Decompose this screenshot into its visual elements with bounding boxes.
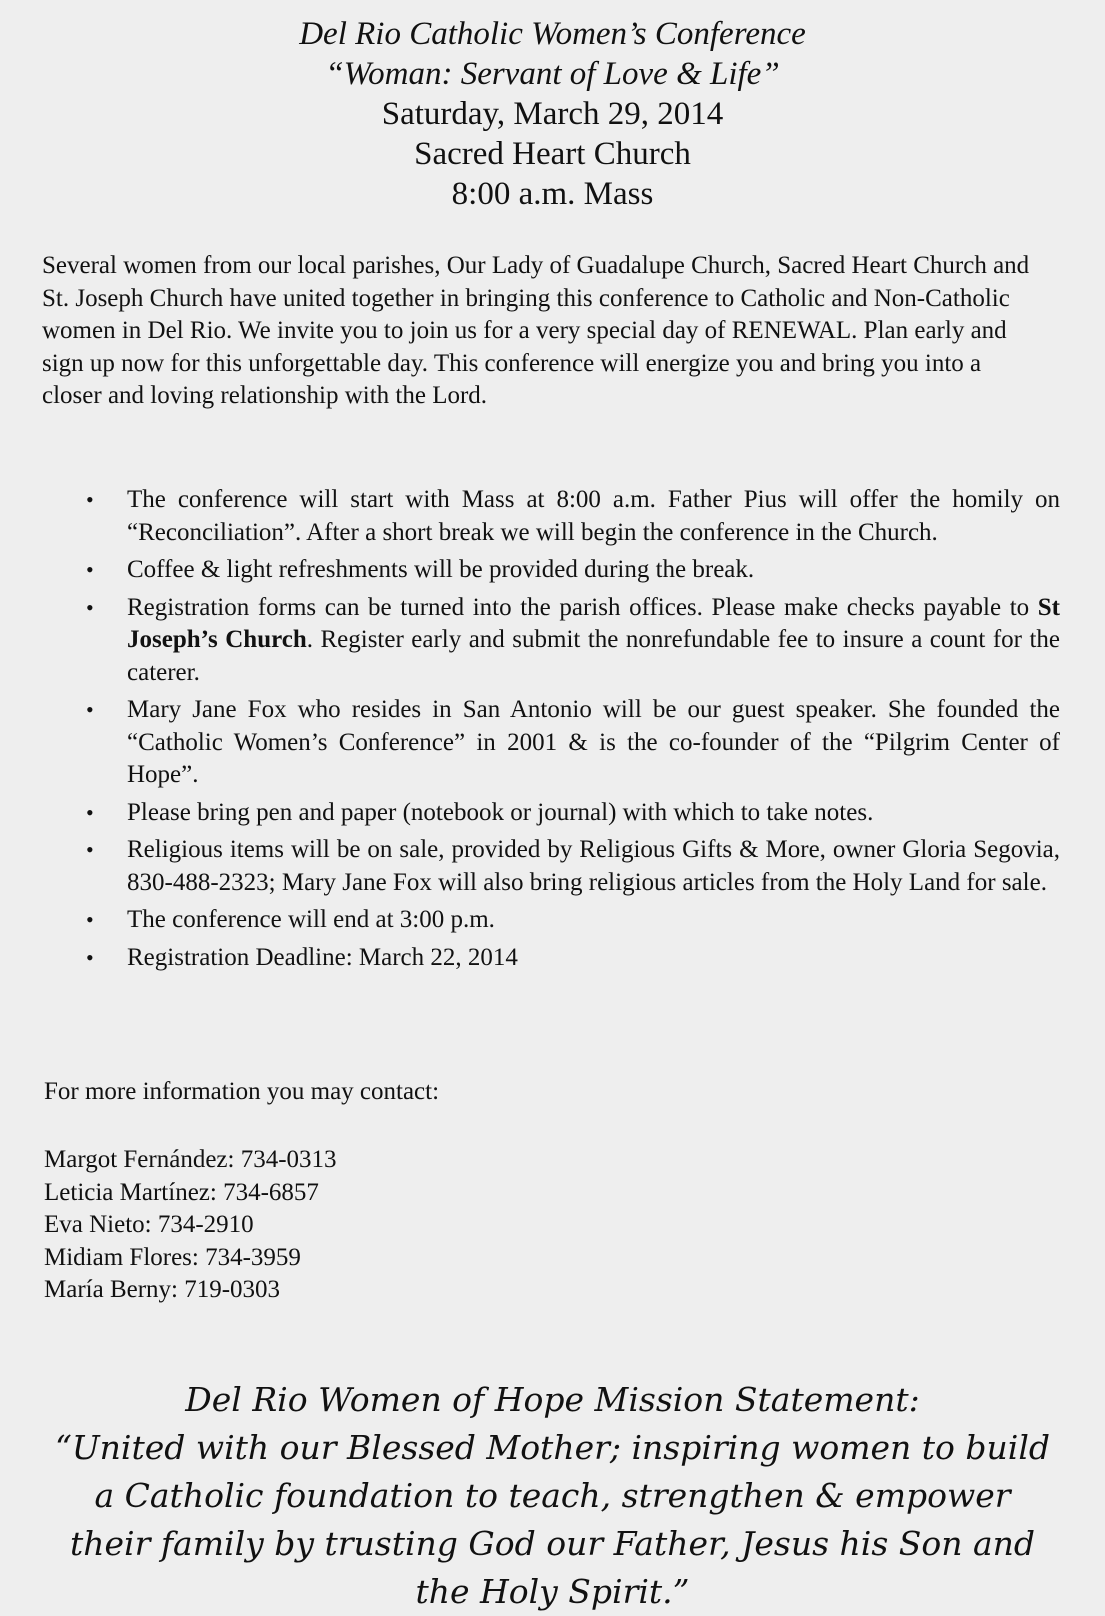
bullet-icon: • [86,837,94,862]
conference-theme: “Woman: Servant of Love & Life” [325,56,780,92]
conference-mass-time: 8:00 a.m. Mass [451,176,654,212]
list-item-religious-items [80,834,1060,899]
contact-item: Eva Nieto: 734-2910 [44,1211,254,1238]
bullet-icon: • [86,944,94,970]
contact-intro: For more information you may contact: [44,1078,440,1105]
list-item-speaker [80,694,1060,792]
list-item-mass [80,484,1060,549]
list-item-text: Registration Deadline: March 22, 2014 [127,943,518,971]
bullet-icon: • [86,697,94,722]
details-list [80,484,1060,979]
list-item-text: The conference will start with Mass at 8:00 a.m. Father Pius will offer the homily on “Reconciliation”. After a short break we will begin the conference in the Church. [127,486,1060,546]
mission-text: “United with our Blessed Mother; inspiring women to build a Catholic foundation to teach, strengthen & empower their family by trusting God our Father, Jesus his Son and the Holy Spirit.” [54,1428,1051,1611]
list-item-text: Coffee & light refreshments will be provided during the break. [127,556,755,583]
contact-list [44,1144,337,1307]
bullet-icon: • [86,487,94,512]
bullet-icon: • [86,907,94,932]
mission-title: Del Rio Women of Hope Mission Statement: [185,1380,920,1419]
conference-venue: Sacred Heart Church [414,136,691,172]
contact-item: María Berny: 719-0303 [44,1276,281,1303]
list-item-text: . Register early and submit the nonrefundable fee to insure a count for the caterer. [127,626,1060,686]
list-item-deadline [80,942,1060,975]
list-item-text: The conference will end at 3:00 p.m. [127,906,495,933]
contact-item: Midiam Flores: 734-3959 [44,1243,301,1271]
flyer-header [0,14,1105,214]
list-item-coffee [80,554,1060,587]
bullet-icon: • [86,594,94,620]
list-item-end-time [80,904,1060,937]
intro-paragraph: Several women from our local parishes, Our Lady of Guadalupe Church, Sacred Heart Church and St. Joseph Church have united together in bringing this conference to Catholic and Non-Catholic women in Del Rio. We invite you to join us for a very special day of RENEWAL. Plan early and sign up now for this unforgettable day. This conference will energize you and bring you into a closer and loving relationship with the Lord. [42,252,1030,410]
list-item-notes [80,797,1060,830]
list-item-text: Please bring pen and paper (notebook or journal) with which to take notes. [127,798,874,826]
list-item-text: Mary Jane Fox who resides in San Antonio will be our guest speaker. She founded the “Catholic Women’s Conference” in 2001 & is the co-founder of the “Pilgrim Center of Hope”. [127,696,1060,788]
contact-item: Leticia Martínez: 734-6857 [44,1178,319,1206]
list-item-text: Religious items will be on sale, provided by Religious Gifts & More, owner Gloria Segovia, 830-488-2323; Mary Jane Fox will also bring religious articles from the Holy Land for sale. [127,836,1060,896]
conference-date: Saturday, March 29, 2014 [381,96,724,132]
list-item-text: Registration forms can be turned into the parish offices. Please make checks payable to [127,593,1038,621]
payee-name: St Joseph’s Church [127,593,1060,653]
bullet-icon: • [86,557,94,582]
list-item-registration [80,592,1060,690]
contact-item: Margot Fernández: 734-0313 [44,1146,337,1173]
mission-statement [0,1376,1105,1616]
bullet-icon: • [86,799,94,825]
conference-title: Del Rio Catholic Women’s Conference [299,16,806,52]
